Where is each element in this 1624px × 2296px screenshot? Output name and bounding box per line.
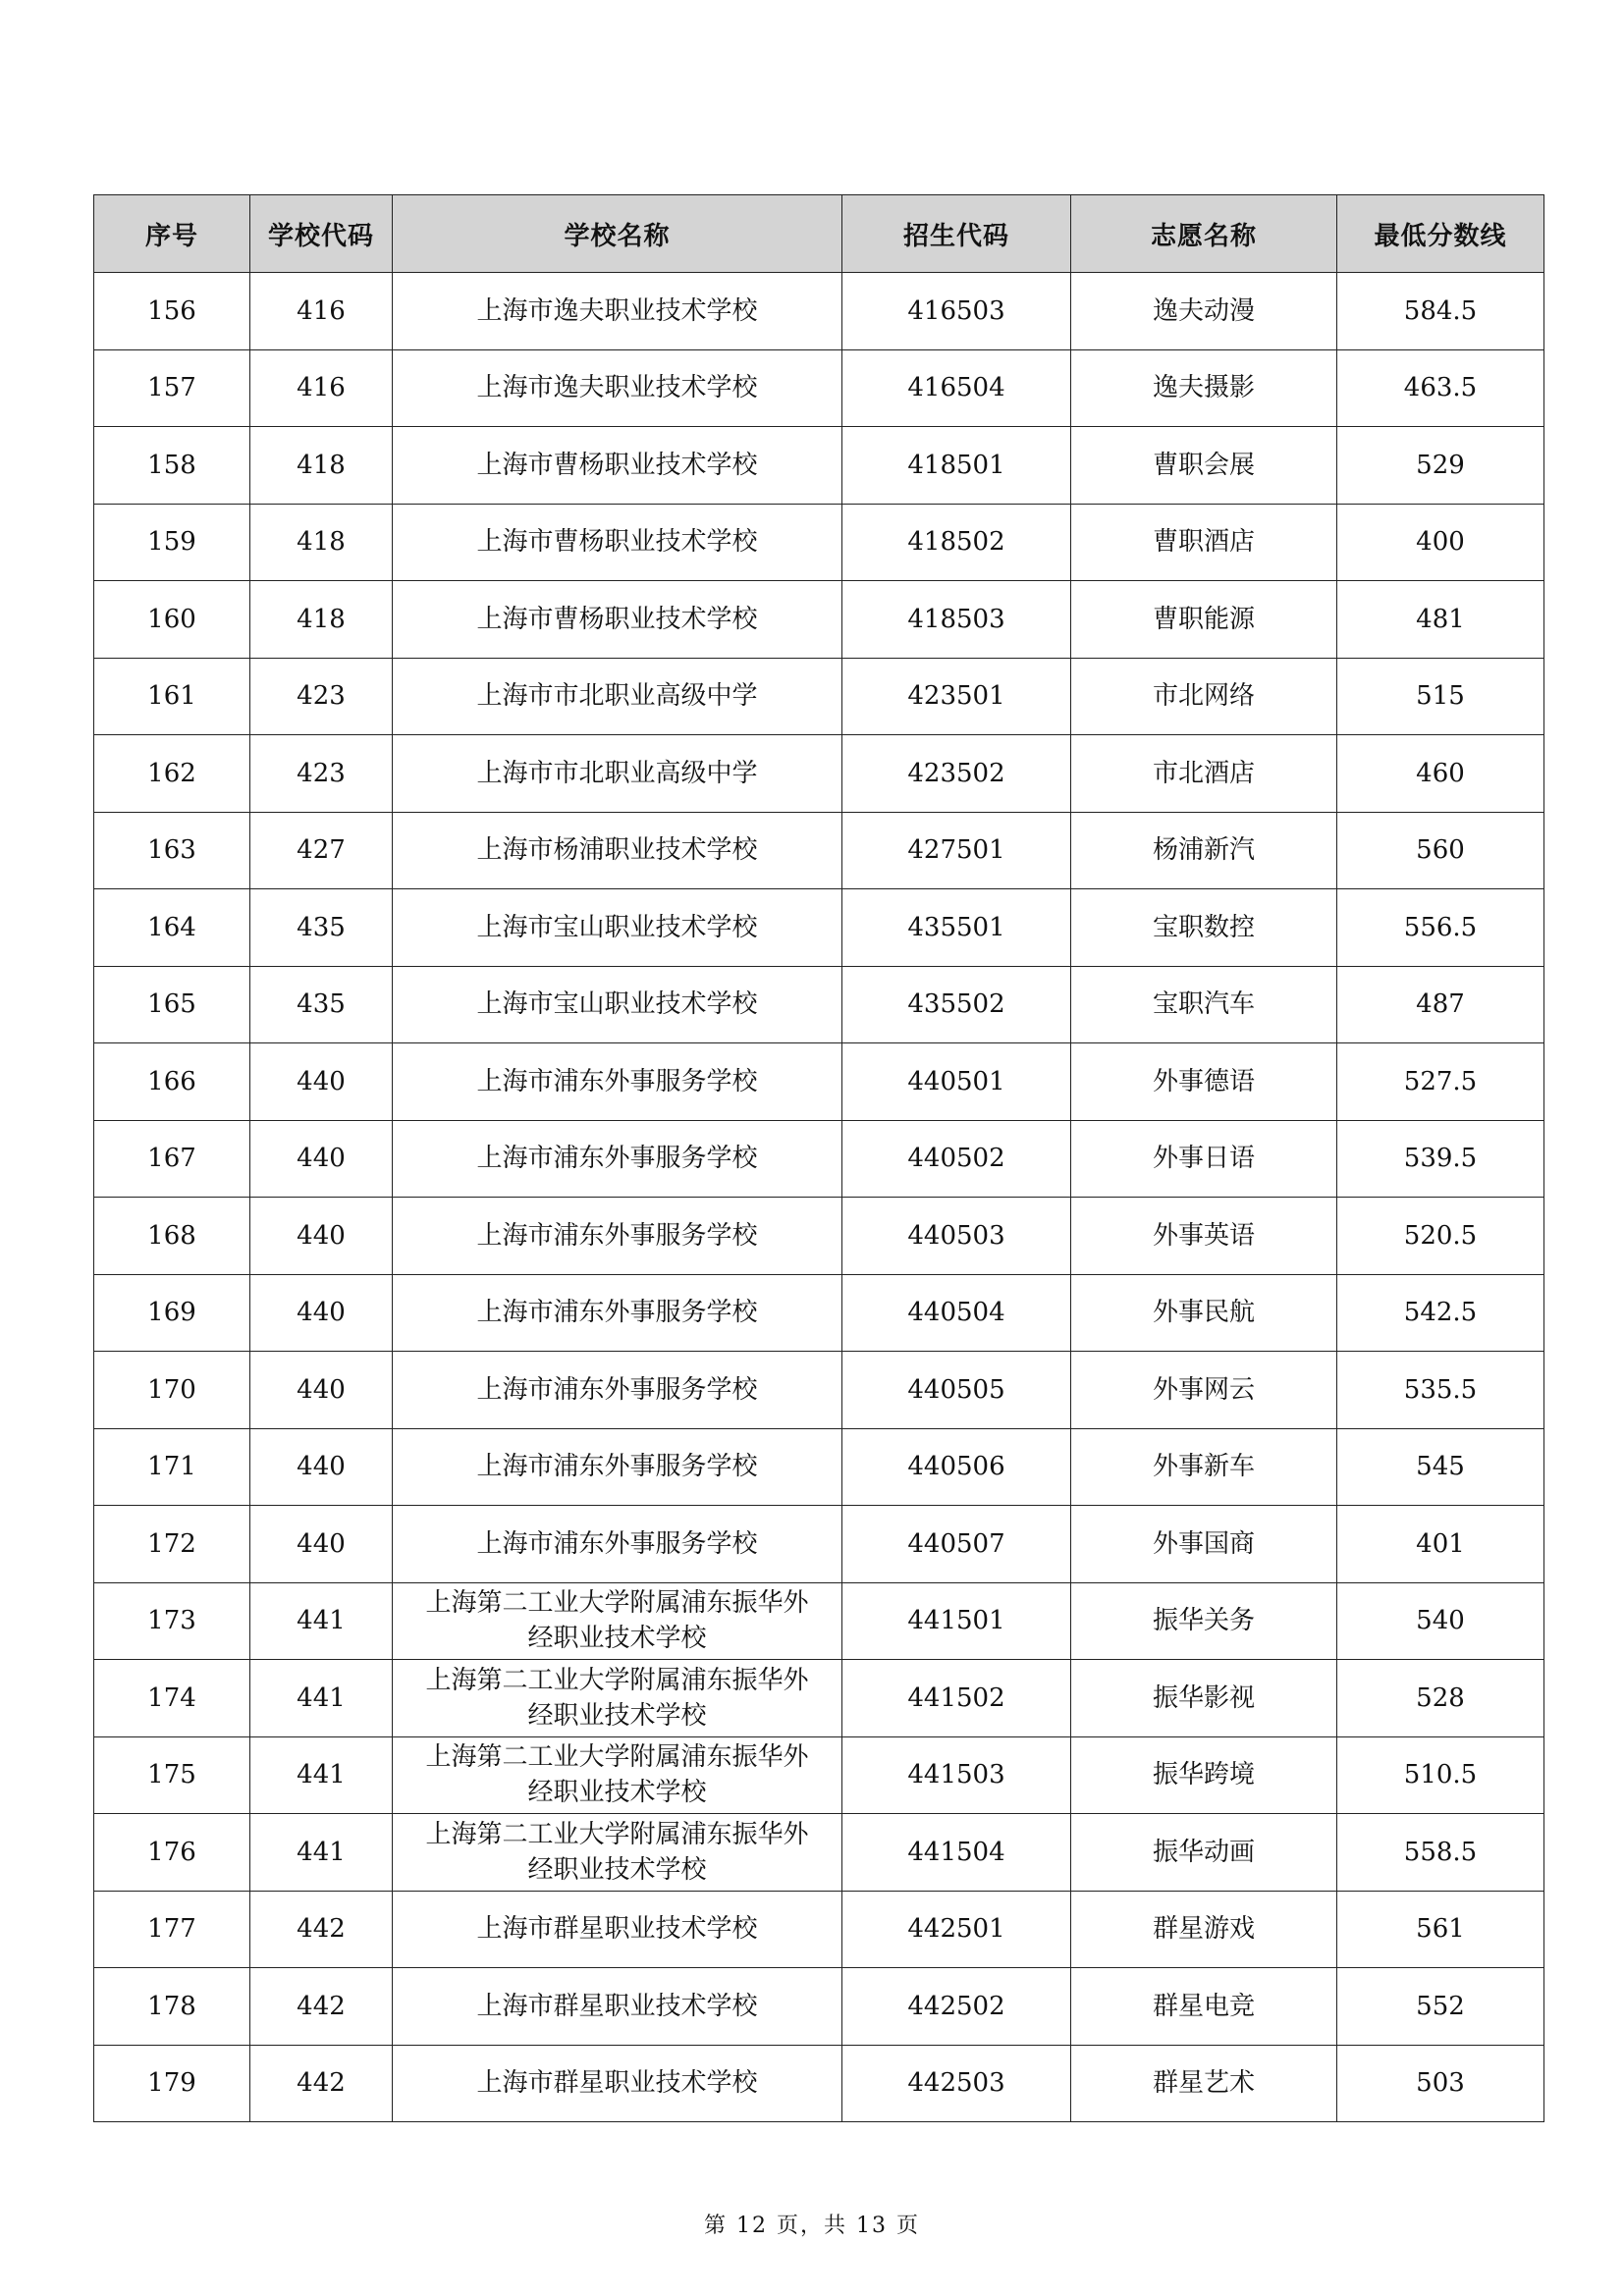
table-row — [94, 1198, 1544, 1275]
cell-min-score: 529 — [1337, 427, 1544, 505]
cell-index: 178 — [94, 1968, 250, 2046]
cell-enrollment-code: 416503 — [842, 273, 1071, 350]
cell-index: 157 — [94, 349, 250, 427]
score-table-container — [93, 194, 1543, 2122]
cell-min-score: 487 — [1337, 966, 1544, 1043]
cell-enrollment-code: 418503 — [842, 581, 1071, 659]
cell-school-code: 440 — [250, 1120, 393, 1198]
cell-enrollment-code: 441502 — [842, 1660, 1071, 1737]
table-row — [94, 889, 1544, 967]
cell-enrollment-code: 416504 — [842, 349, 1071, 427]
cell-school-name: 上海市逸夫职业技术学校 — [393, 349, 842, 427]
cell-index: 165 — [94, 966, 250, 1043]
cell-enrollment-code: 423502 — [842, 735, 1071, 813]
cell-index: 170 — [94, 1352, 250, 1429]
cell-program-name: 外事国商 — [1071, 1506, 1337, 1583]
cell-school-code: 423 — [250, 735, 393, 813]
cell-program-name: 外事网云 — [1071, 1352, 1337, 1429]
cell-program-name: 群星游戏 — [1071, 1891, 1337, 1968]
cell-program-name: 外事民航 — [1071, 1274, 1337, 1352]
table-row — [94, 1428, 1544, 1506]
cell-school-name: 上海市群星职业技术学校 — [393, 1891, 842, 1968]
table-row — [94, 966, 1544, 1043]
cell-min-score: 515 — [1337, 658, 1544, 735]
cell-min-score: 460 — [1337, 735, 1544, 813]
cell-program-name: 市北酒店 — [1071, 735, 1337, 813]
table-row — [94, 504, 1544, 581]
cell-program-name: 市北网络 — [1071, 658, 1337, 735]
table-row — [94, 2045, 1544, 2122]
table-row — [94, 1274, 1544, 1352]
cell-min-score: 539.5 — [1337, 1120, 1544, 1198]
cell-min-score: 463.5 — [1337, 349, 1544, 427]
cell-school-name: 上海市宝山职业技术学校 — [393, 889, 842, 967]
cell-school-name: 上海市曹杨职业技术学校 — [393, 427, 842, 505]
cell-program-name: 振华影视 — [1071, 1660, 1337, 1737]
cell-school-name: 上海第二工业大学附属浦东振华外经职业技术学校 — [393, 1660, 842, 1737]
cell-school-name: 上海市浦东外事服务学校 — [393, 1198, 842, 1275]
cell-enrollment-code: 427501 — [842, 812, 1071, 889]
cell-school-code: 440 — [250, 1428, 393, 1506]
cell-school-name: 上海市曹杨职业技术学校 — [393, 504, 842, 581]
cell-enrollment-code: 440503 — [842, 1198, 1071, 1275]
cell-min-score: 535.5 — [1337, 1352, 1544, 1429]
table-row — [94, 1582, 1544, 1660]
cell-min-score: 400 — [1337, 504, 1544, 581]
table-row — [94, 581, 1544, 659]
cell-enrollment-code: 442502 — [842, 1968, 1071, 2046]
header-index: 序号 — [94, 195, 250, 273]
cell-school-code: 442 — [250, 2045, 393, 2122]
cell-program-name: 杨浦新汽 — [1071, 812, 1337, 889]
cell-school-code: 416 — [250, 349, 393, 427]
table-row — [94, 273, 1544, 350]
cell-school-name: 上海第二工业大学附属浦东振华外经职业技术学校 — [393, 1582, 842, 1660]
cell-program-name: 振华关务 — [1071, 1582, 1337, 1660]
cell-enrollment-code: 442501 — [842, 1891, 1071, 1968]
cell-school-code: 418 — [250, 427, 393, 505]
cell-enrollment-code: 440506 — [842, 1428, 1071, 1506]
cell-enrollment-code: 418502 — [842, 504, 1071, 581]
table-row — [94, 349, 1544, 427]
cell-school-code: 441 — [250, 1582, 393, 1660]
cell-school-name: 上海市浦东外事服务学校 — [393, 1506, 842, 1583]
cell-school-code: 442 — [250, 1968, 393, 2046]
cell-school-code: 441 — [250, 1736, 393, 1814]
cell-enrollment-code: 435502 — [842, 966, 1071, 1043]
cell-school-name: 上海市群星职业技术学校 — [393, 1968, 842, 2046]
cell-min-score: 545 — [1337, 1428, 1544, 1506]
table-row — [94, 427, 1544, 505]
cell-school-code: 435 — [250, 889, 393, 967]
cell-min-score: 584.5 — [1337, 273, 1544, 350]
cell-program-name: 宝职汽车 — [1071, 966, 1337, 1043]
cell-enrollment-code: 440502 — [842, 1120, 1071, 1198]
cell-program-name: 群星艺术 — [1071, 2045, 1337, 2122]
cell-min-score: 558.5 — [1337, 1814, 1544, 1892]
cell-index: 169 — [94, 1274, 250, 1352]
cell-program-name: 振华动画 — [1071, 1814, 1337, 1892]
cell-min-score: 528 — [1337, 1660, 1544, 1737]
cell-school-name: 上海市群星职业技术学校 — [393, 2045, 842, 2122]
cell-index: 162 — [94, 735, 250, 813]
cell-school-code: 440 — [250, 1506, 393, 1583]
cell-min-score: 556.5 — [1337, 889, 1544, 967]
table-row — [94, 1891, 1544, 1968]
cell-index: 163 — [94, 812, 250, 889]
table-row — [94, 812, 1544, 889]
header-school-code: 学校代码 — [250, 195, 393, 273]
table-row — [94, 1120, 1544, 1198]
cell-program-name: 逸夫摄影 — [1071, 349, 1337, 427]
cell-enrollment-code: 435501 — [842, 889, 1071, 967]
cell-index: 174 — [94, 1660, 250, 1737]
cell-school-code: 435 — [250, 966, 393, 1043]
cell-school-code: 441 — [250, 1814, 393, 1892]
header-program-name: 志愿名称 — [1071, 195, 1337, 273]
table-row — [94, 1660, 1544, 1737]
table-row — [94, 1352, 1544, 1429]
cell-enrollment-code: 440505 — [842, 1352, 1071, 1429]
cell-program-name: 外事新车 — [1071, 1428, 1337, 1506]
cell-enrollment-code: 440501 — [842, 1043, 1071, 1121]
table-body — [94, 273, 1544, 2122]
cell-school-name: 上海市浦东外事服务学校 — [393, 1352, 842, 1429]
cell-school-code: 423 — [250, 658, 393, 735]
header-min-score: 最低分数线 — [1337, 195, 1544, 273]
cell-index: 179 — [94, 2045, 250, 2122]
cell-program-name: 曹职会展 — [1071, 427, 1337, 505]
cell-school-name: 上海市浦东外事服务学校 — [393, 1274, 842, 1352]
cell-min-score: 527.5 — [1337, 1043, 1544, 1121]
cell-school-code: 440 — [250, 1274, 393, 1352]
cell-school-code: 442 — [250, 1891, 393, 1968]
cell-school-name: 上海市宝山职业技术学校 — [393, 966, 842, 1043]
table-row — [94, 735, 1544, 813]
cell-school-name: 上海市浦东外事服务学校 — [393, 1043, 842, 1121]
table-row — [94, 1506, 1544, 1583]
cell-min-score: 481 — [1337, 581, 1544, 659]
table-row — [94, 1043, 1544, 1121]
cell-index: 158 — [94, 427, 250, 505]
cell-index: 156 — [94, 273, 250, 350]
cell-min-score: 552 — [1337, 1968, 1544, 2046]
cell-program-name: 宝职数控 — [1071, 889, 1337, 967]
header-enrollment-code: 招生代码 — [842, 195, 1071, 273]
cell-school-code: 440 — [250, 1043, 393, 1121]
cell-school-name: 上海第二工业大学附属浦东振华外经职业技术学校 — [393, 1814, 842, 1892]
cell-index: 175 — [94, 1736, 250, 1814]
cell-enrollment-code: 440507 — [842, 1506, 1071, 1583]
cell-school-name: 上海市市北职业高级中学 — [393, 735, 842, 813]
admission-score-table — [93, 194, 1544, 2122]
cell-school-name: 上海第二工业大学附属浦东振华外经职业技术学校 — [393, 1736, 842, 1814]
cell-school-name: 上海市浦东外事服务学校 — [393, 1120, 842, 1198]
cell-program-name: 逸夫动漫 — [1071, 273, 1337, 350]
cell-school-code: 416 — [250, 273, 393, 350]
cell-enrollment-code: 441504 — [842, 1814, 1071, 1892]
cell-school-code: 427 — [250, 812, 393, 889]
cell-school-code: 418 — [250, 581, 393, 659]
table-row — [94, 1814, 1544, 1892]
cell-school-name: 上海市市北职业高级中学 — [393, 658, 842, 735]
cell-min-score: 561 — [1337, 1891, 1544, 1968]
cell-index: 176 — [94, 1814, 250, 1892]
cell-school-code: 418 — [250, 504, 393, 581]
cell-school-name: 上海市逸夫职业技术学校 — [393, 273, 842, 350]
cell-index: 177 — [94, 1891, 250, 1968]
cell-program-name: 曹职酒店 — [1071, 504, 1337, 581]
cell-program-name: 外事德语 — [1071, 1043, 1337, 1121]
cell-enrollment-code: 423501 — [842, 658, 1071, 735]
cell-program-name: 外事英语 — [1071, 1198, 1337, 1275]
cell-enrollment-code: 418501 — [842, 427, 1071, 505]
cell-program-name: 振华跨境 — [1071, 1736, 1337, 1814]
cell-min-score: 503 — [1337, 2045, 1544, 2122]
cell-program-name: 外事日语 — [1071, 1120, 1337, 1198]
cell-index: 172 — [94, 1506, 250, 1583]
cell-index: 173 — [94, 1582, 250, 1660]
table-header-row — [94, 195, 1544, 273]
cell-index: 160 — [94, 581, 250, 659]
cell-index: 171 — [94, 1428, 250, 1506]
cell-index: 168 — [94, 1198, 250, 1275]
cell-index: 167 — [94, 1120, 250, 1198]
cell-min-score: 520.5 — [1337, 1198, 1544, 1275]
page-footer: 第 12 页，共 13 页 — [704, 2214, 920, 2238]
table-row — [94, 1968, 1544, 2046]
cell-program-name: 群星电竞 — [1071, 1968, 1337, 2046]
cell-enrollment-code: 440504 — [842, 1274, 1071, 1352]
cell-school-code: 441 — [250, 1660, 393, 1737]
cell-school-code: 440 — [250, 1198, 393, 1275]
cell-min-score: 401 — [1337, 1506, 1544, 1583]
cell-min-score: 560 — [1337, 812, 1544, 889]
cell-enrollment-code: 441501 — [842, 1582, 1071, 1660]
header-school-name: 学校名称 — [393, 195, 842, 273]
cell-school-name: 上海市曹杨职业技术学校 — [393, 581, 842, 659]
cell-school-name: 上海市杨浦职业技术学校 — [393, 812, 842, 889]
cell-index: 164 — [94, 889, 250, 967]
table-row — [94, 1736, 1544, 1814]
cell-school-name: 上海市浦东外事服务学校 — [393, 1428, 842, 1506]
cell-index: 159 — [94, 504, 250, 581]
cell-index: 161 — [94, 658, 250, 735]
cell-enrollment-code: 442503 — [842, 2045, 1071, 2122]
cell-enrollment-code: 441503 — [842, 1736, 1071, 1814]
cell-program-name: 曹职能源 — [1071, 581, 1337, 659]
table-row — [94, 658, 1544, 735]
cell-min-score: 542.5 — [1337, 1274, 1544, 1352]
cell-min-score: 510.5 — [1337, 1736, 1544, 1814]
cell-school-code: 440 — [250, 1352, 393, 1429]
cell-index: 166 — [94, 1043, 250, 1121]
cell-min-score: 540 — [1337, 1582, 1544, 1660]
